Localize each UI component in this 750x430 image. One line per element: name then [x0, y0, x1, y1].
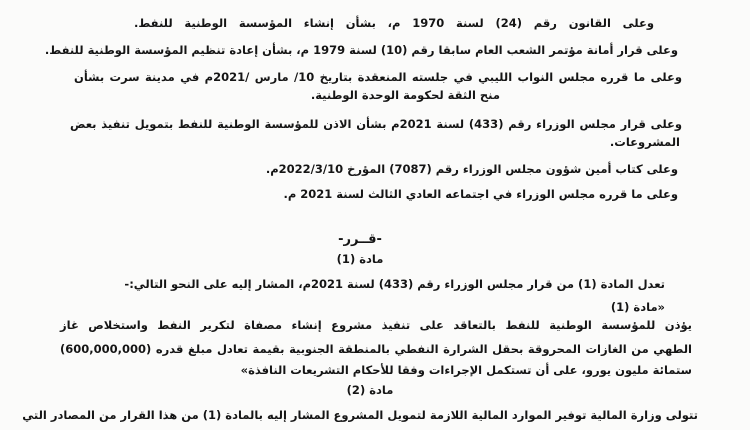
preamble-decision-433-2021-cont: المشروعات.: [609, 135, 680, 149]
quoted-article-1-text-line2: الطهي من الغازات المحروقة بحقل الشرارة النفطي بالمنطقة الجنوبية بقيمة تعادل مبلغ قدره (600,000,000): [60, 342, 692, 356]
quoted-article-1-heading: «مادة (1): [610, 300, 665, 314]
preamble-parliament-session: وعلى ما قرره مجلس النواب الليبي في جلسته المنعقدة بتاريخ 10/ مارس /2021م في مدينة سرت بشأن: [74, 70, 682, 84]
quoted-article-1-text-line1: يؤذن للمؤسسة الوطنية للنفط بالتعاقد على تنفيذ مشروع إنشاء مصفاة لتكرير النفط واستخلاص غاز: [60, 318, 692, 332]
preamble-cabinet-letter: وعلى كتاب أمين شؤون مجلس الوزراء رقم (7087) المؤرخ 2022/3/10م.: [265, 162, 678, 176]
preamble-decision-10-1979: وعلى قرار أمانة مؤتمر الشعب العام سابقا رقم (10) لسنة 1979 م، بشأن إعادة تنظيم المؤسسة الوطنية للنفط.: [44, 43, 678, 57]
article-2-heading: مادة (2): [346, 383, 394, 397]
article-2-text: تتولى وزارة المالية توفير الموارد المالية اللازمة لتمويل المشروع المشار إليه بالمادة (1) من هذا القرار من المصادر التي: [22, 408, 698, 422]
article-1-text: تعدل المادة (1) من قرار مجلس الوزراء رقم (433) لسنة 2021م، المشار إليه على النحو التالي:-: [124, 277, 665, 291]
quoted-article-1-text-line3: ستمائة مليون يورو، على أن تستكمل الإجراءات وفقا للأحكام التشريعات النافذة»: [240, 363, 692, 377]
preamble-law-24-1970: وعلى القانون رقم (24) لسنة 1970 م، بشأن إنشاء المؤسسة الوطنية للنفط.: [134, 16, 654, 30]
preamble-parliament-session-cont: منح الثقة لحكومة الوحدة الوطنية.: [310, 88, 500, 102]
decision-heading: -قــرر-: [338, 232, 382, 247]
preamble-cabinet-meeting: وعلى ما قرره مجلس الوزراء في اجتماعه العادي الثالث لسنة 2021 م.: [283, 187, 678, 201]
article-1-heading: مادة (1): [336, 252, 384, 266]
preamble-decision-433-2021: وعلى قرار مجلس الوزراء رقم (433) لسنة 2021م بشأن الاذن للمؤسسة الوطنية للنفط بتمويل تنفيذ بعض: [70, 117, 683, 131]
